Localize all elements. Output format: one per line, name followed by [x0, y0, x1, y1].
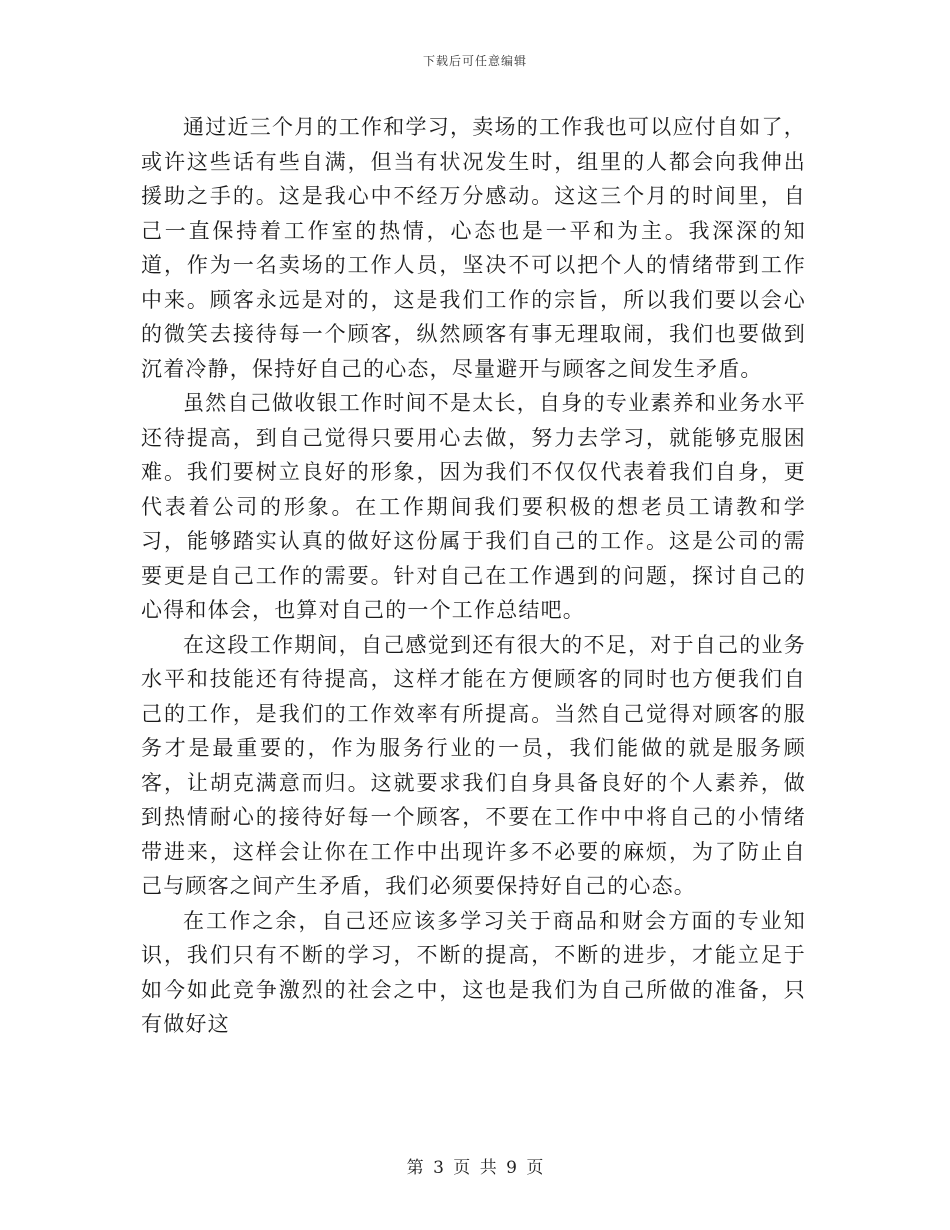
paragraph-3: 在这段工作期间，自己感觉到还有很大的不足，对于自己的业务水平和技能还有待提高，这样才能在方便顾客的同时也方便我们自己的工作，是我们的工作效率有所提高。当然自己觉得对顾客的服务才是最重要的，作为服务行业的一员，我们能做的就是服务顾客，让胡克满意而归。这就要求我们自身具备良好的个人素养，做到热情耐心的接待好每一个顾客，不要在工作中中将自己的小情绪带进来，这样会让你在工作中出现许多不必要的麻烦，为了防止自己与顾客之间产生矛盾，我们必须要保持好自己的心态。 — [141, 632, 806, 898]
page-header: 下载后可任意编辑 — [422, 54, 527, 68]
page-number-footer: 第 3 页 共 9 页 — [406, 1158, 544, 1178]
paragraph-1: 通过近三个月的工作和学习，卖场的工作我也可以应付自如了，或许这些话有些自满，但当有状况发生时，组里的人都会向我伸出援助之手的。这是我心中不经万分感动。这这三个月的时间里，自己一直保持着工作室的热情，心态也是一平和为主。我深深的知道，作为一名卖场的工作人员，坚决不可以把个人的情绪带到工作中来。顾客永远是对的，这是我们工作的宗旨，所以我们要以会心的微笑去接待每一个顾客，纵然顾客有事无理取闹，我们也要做到沉着冷静，保持好自己的心态，尽量避开与顾客之间发生矛盾。 — [141, 115, 806, 381]
paragraph-2: 虽然自己做收银工作时间不是太长，自身的专业素养和业务水平还待提高，到自己觉得只要用心去做，努力去学习，就能够克服困难。我们要树立良好的形象，因为我们不仅仅代表着我们自身，更代表着公司的形象。在工作期间我们要积极的想老员工请教和学习，能够踏实认真的做好这份属于我们自己的工作。这是公司的需要更是自己工作的需要。针对自己在工作遇到的问题，探讨自己的心得和体会，也算对自己的一个工作总结吧。 — [141, 391, 806, 622]
paragraph-4: 在工作之余，自己还应该多学习关于商品和财会方面的专业知识，我们只有不断的学习，不断的提高，不断的进步，才能立足于如今如此竞争激烈的社会之中，这也是我们为自己所做的准备，只有做好这 — [141, 908, 806, 1036]
document-body — [141, 110, 806, 1042]
